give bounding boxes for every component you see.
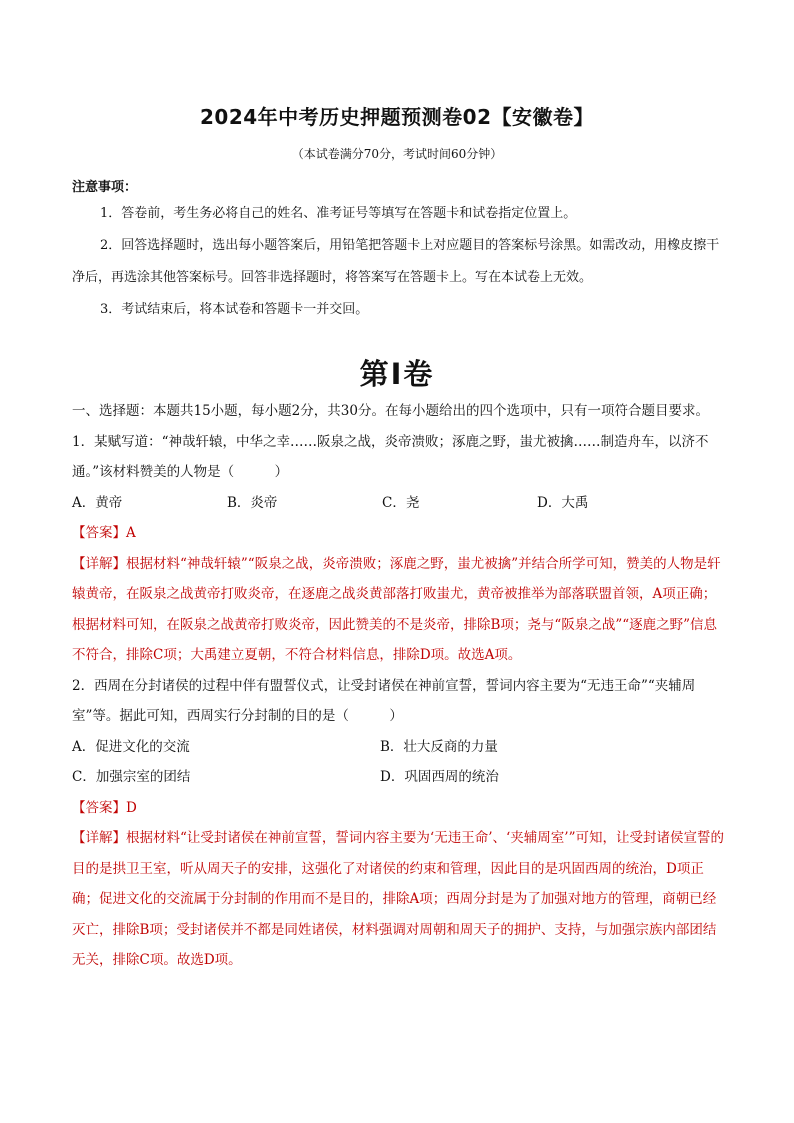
answer-label: 【答案】 xyxy=(72,799,126,816)
notice-item: 3．考试结束后，将本试卷和答题卡一并交回。 xyxy=(100,302,369,317)
detail-line xyxy=(72,823,728,976)
option-a: A．黄帝 xyxy=(72,494,123,511)
detail-line xyxy=(72,549,728,671)
notice-label: 注意事项： xyxy=(72,180,138,195)
option-a: A．促进文化的交流 xyxy=(72,738,190,755)
detail-label: 【详解】 xyxy=(72,830,126,846)
notice-list xyxy=(72,198,728,326)
answer-line xyxy=(72,793,728,824)
answer-value: D xyxy=(126,799,137,816)
option-row xyxy=(72,762,728,793)
option-d: D．巩固西周的统治 xyxy=(380,769,499,785)
option-d: D．大禹 xyxy=(537,494,589,511)
option-c: C．尧 xyxy=(382,494,420,511)
option-row xyxy=(72,488,728,519)
exam-subtitle: （本试卷满分70分，考试时间60分钟） xyxy=(291,147,503,161)
option-b: B．壮大反商的力量 xyxy=(380,738,498,755)
question-stem: 2．西周在分封诸侯的过程中伴有盟誓仪式，让受封诸侯在神前宣誓，誓词内容主要为“无违王命”“夹辅周室”等。据此可知，西周实行分封制的目的是（ ） xyxy=(72,677,696,724)
option-row xyxy=(72,732,728,763)
option-b: B．炎帝 xyxy=(227,494,278,511)
notice-item: 1．答卷前，考生务必将自己的姓名、准考证号等填写在答题卡和试卷指定位置上。 xyxy=(100,206,577,221)
answer-value: A xyxy=(126,525,136,541)
answer-label: 【答案】 xyxy=(72,525,126,541)
question-stem: 1．某赋写道：“神哉轩辕，中华之幸……阪泉之战，炎帝溃败；涿鹿之野，蚩尤被擒……制造舟车，以济不通。”该材料赞美的人物是（ ） xyxy=(72,433,709,480)
detail-text: 根据材料“让受封诸侯在神前宣誓，誓词内容主要为‘无违王命’、‘夹辅周室’”可知，让受封诸侯宣誓的目的是拱卫王室，听从周天子的安排，这强化了对诸侯的约束和管理，因此目的是巩固西周的统治，D项正确；促进文化的交流属于分封制的作用而不是目的，排除A项；西周分封是为了加强对地方的管理，商朝已经灭亡，排除B项；受封诸侯并不都是同姓诸侯，材料强调对周朝和周天子的拥护、支持，与加强宗族内部团结无关，排除C项。故选D项。 xyxy=(72,830,724,968)
section-title: 第Ⅰ卷 xyxy=(359,357,435,391)
option-c: C．加强宗室的团结 xyxy=(72,769,191,785)
question-area xyxy=(72,396,728,976)
detail-text: 根据材料“神哉轩辕”“阪泉之战，炎帝溃败；涿鹿之野，蚩尤被擒”并结合所学可知，赞美的人物是轩辕黄帝，在阪泉之战黄帝打败炎帝，在逐鹿之战炎黄部落打败蚩尤，黄帝被推举为部落联盟首领，A项正确；根据材料可知，在阪泉之战黄帝打败炎帝，因此赞美的不是炎帝，排除B项；尧与“阪泉之战”“逐鹿之野”信息不符合，排除C项；大禹建立夏朝，不符合材料信息，排除D项。故选A项。 xyxy=(72,555,721,663)
page-title: 2024年中考历史押题预测卷02【安徽卷】 xyxy=(200,105,594,129)
notice-item: 2．回答选择题时，选出每小题答案后，用铅笔把答题卡上对应题目的答案标号涂黑。如需改动，用橡皮擦干净后，再选涂其他答案标号。回答非选择题时，将答案写在答题卡上。写在本试卷上无效。 xyxy=(72,238,720,285)
detail-label: 【详解】 xyxy=(72,555,126,572)
part-intro: 一、选择题：本题共15小题，每小题2分，共30分。在每小题给出的四个选项中，只有一项符合题目要求。 xyxy=(72,403,709,419)
answer-line xyxy=(72,518,728,549)
